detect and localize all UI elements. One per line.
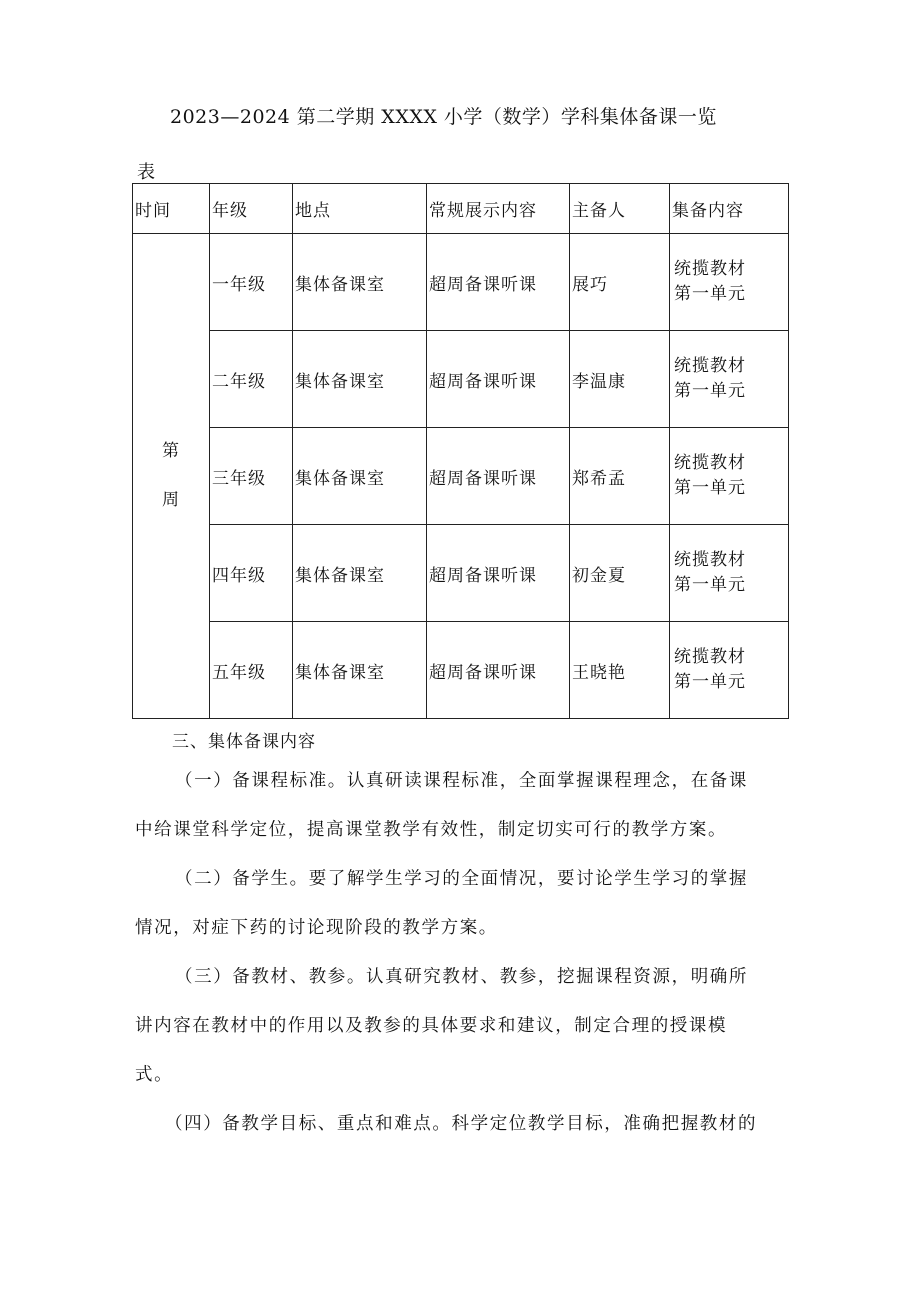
activity-cell: 超周备课听课 xyxy=(427,428,570,525)
place-cell: 集体备课室 xyxy=(293,525,427,622)
content-line: 统揽教材 xyxy=(674,356,746,376)
paragraph-line: （四）备教学目标、重点和难点。科学定位教学目标，准确把握教材的 xyxy=(165,1114,758,1134)
table-row xyxy=(133,525,789,622)
grade-cell: 四年级 xyxy=(210,525,293,622)
paragraph-line: 讲内容在教材中的作用以及教参的具体要求和建议，制定合理的授课模 xyxy=(135,1016,728,1036)
content-cell xyxy=(670,622,789,719)
content-line: 第一单元 xyxy=(674,381,746,401)
header-lead: 主备人 xyxy=(570,184,670,234)
header-time: 时间 xyxy=(133,184,210,234)
header-place: 地点 xyxy=(293,184,427,234)
header-grade: 年级 xyxy=(210,184,293,234)
header-content: 集备内容 xyxy=(670,184,789,234)
table-row xyxy=(133,234,789,331)
week-label-1: 第 xyxy=(162,441,180,461)
place-cell: 集体备课室 xyxy=(293,331,427,428)
place-cell: 集体备课室 xyxy=(293,234,427,331)
paragraph-textbooks xyxy=(135,953,787,1100)
content-cell xyxy=(670,525,789,622)
lead-cell: 展巧 xyxy=(570,234,670,331)
lead-cell: 郑希孟 xyxy=(570,428,670,525)
place-cell: 集体备课室 xyxy=(293,428,427,525)
paragraph-line: （二）备学生。要了解学生学习的全面情况，要讨论学生学习的掌握 xyxy=(175,869,748,889)
content-line: 统揽教材 xyxy=(674,550,746,570)
content-line: 第一单元 xyxy=(674,672,746,692)
content-line: 第一单元 xyxy=(674,575,746,595)
lead-cell: 初金夏 xyxy=(570,525,670,622)
paragraph-line: （三）备教材、教参。认真研究教材、教参，挖掘课程资源，明确所 xyxy=(175,967,748,987)
table-row xyxy=(133,428,789,525)
paragraph-line: （一）备课程标准。认真研读课程标准，全面掌握课程理念，在备课 xyxy=(175,771,748,791)
paragraph-line: 式。 xyxy=(135,1065,174,1085)
document-title-continuation: 表 xyxy=(137,162,155,183)
activity-cell: 超周备课听课 xyxy=(427,525,570,622)
table-row xyxy=(133,331,789,428)
place-cell: 集体备课室 xyxy=(293,622,427,719)
section-heading: 三、集体备课内容 xyxy=(172,732,316,752)
paragraph-objectives xyxy=(135,1100,787,1149)
table-row xyxy=(133,622,789,719)
grade-cell: 一年级 xyxy=(210,234,293,331)
activity-cell: 超周备课听课 xyxy=(427,234,570,331)
content-line: 统揽教材 xyxy=(674,647,746,667)
content-line: 统揽教材 xyxy=(674,453,746,473)
content-line: 统揽教材 xyxy=(674,259,746,279)
week-label-2: 周 xyxy=(162,490,180,510)
activity-cell: 超周备课听课 xyxy=(427,331,570,428)
grade-cell: 二年级 xyxy=(210,331,293,428)
table-header-row xyxy=(133,184,789,234)
grade-cell: 三年级 xyxy=(210,428,293,525)
content-line: 第一单元 xyxy=(674,284,746,304)
paragraph-curriculum-standards xyxy=(135,757,787,855)
week-cell xyxy=(133,234,210,719)
lesson-prep-table xyxy=(132,183,789,719)
grade-cell: 五年级 xyxy=(210,622,293,719)
document-title: 2023—2024 第二学期 XXXX 小学（数学）学科集体备课一览 xyxy=(170,106,717,128)
lead-cell: 李温康 xyxy=(570,331,670,428)
content-line: 第一单元 xyxy=(674,478,746,498)
paragraph-line: 中给课堂科学定位，提高课堂教学有效性，制定切实可行的教学方案。 xyxy=(135,820,728,840)
content-cell xyxy=(670,428,789,525)
content-cell xyxy=(670,234,789,331)
activity-cell: 超周备课听课 xyxy=(427,622,570,719)
content-cell xyxy=(670,331,789,428)
lead-cell: 王晓艳 xyxy=(570,622,670,719)
paragraph-students xyxy=(135,855,787,953)
header-activity: 常规展示内容 xyxy=(427,184,570,234)
paragraph-line: 情况，对症下药的讨论现阶段的教学方案。 xyxy=(135,918,498,938)
